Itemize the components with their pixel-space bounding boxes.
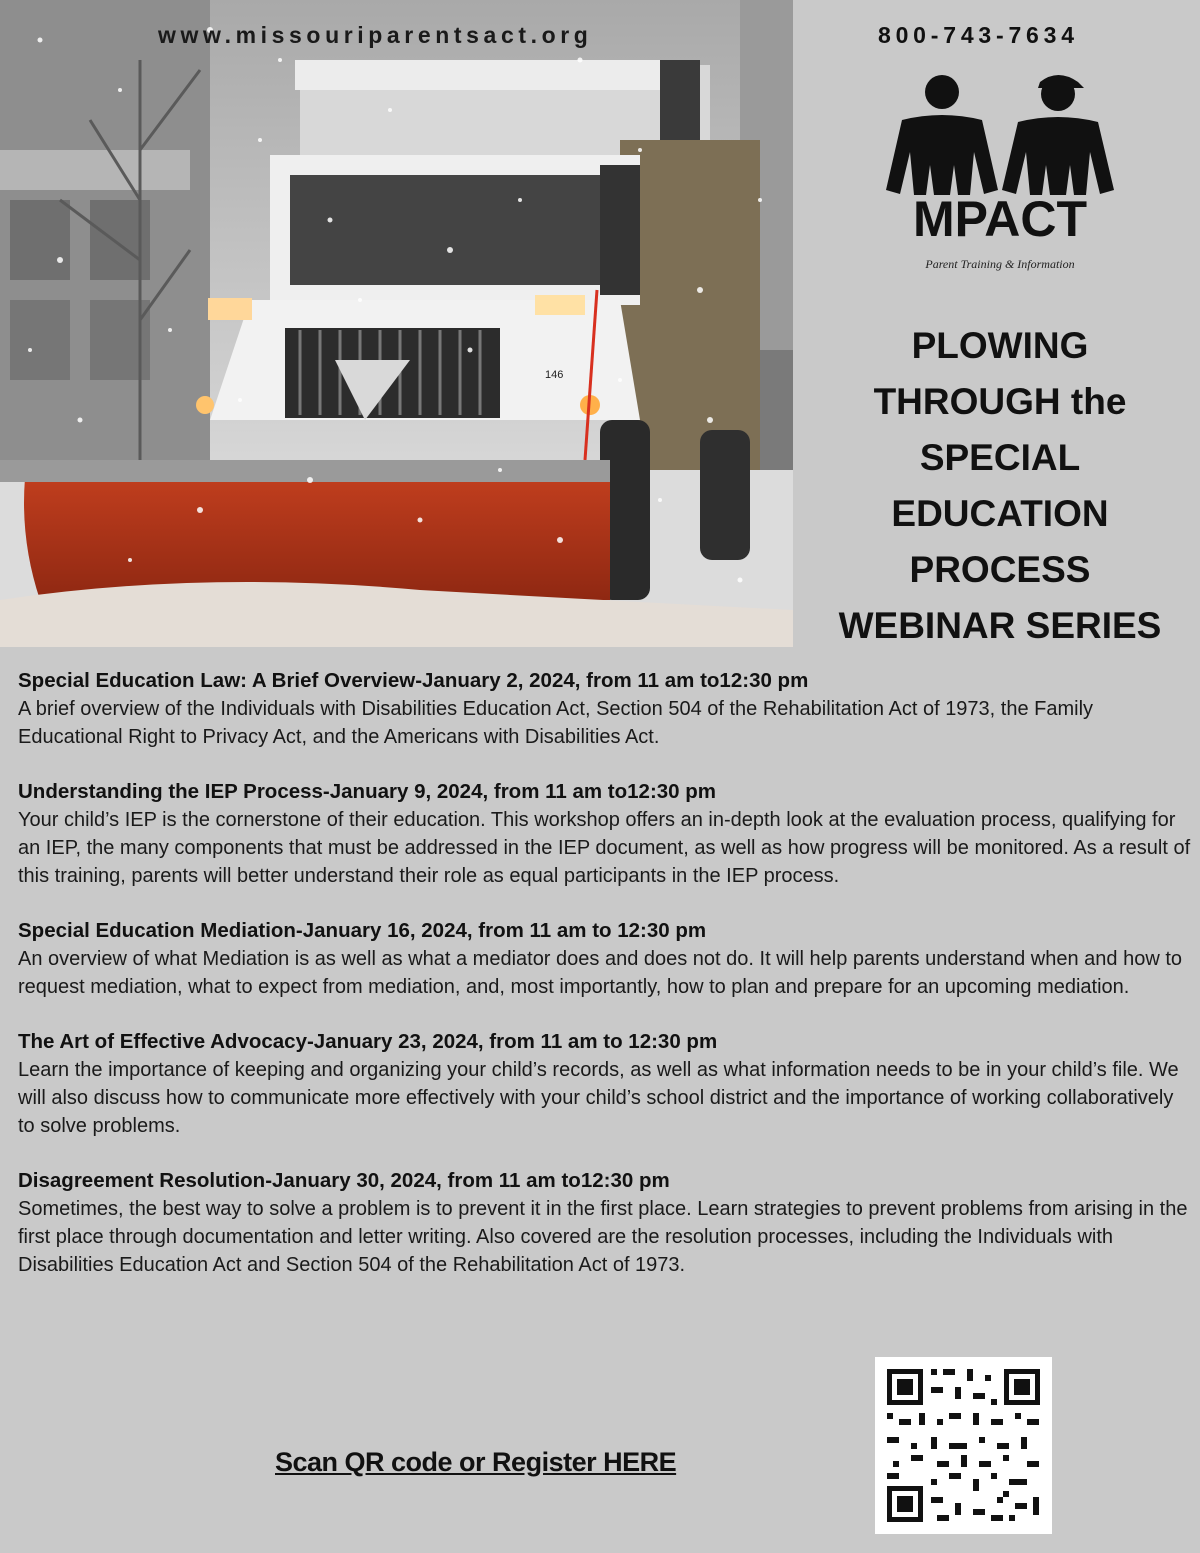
session-description: Learn the importance of keeping and organizing your child’s records, as well as what information needs to be in your child’s file. We will also discuss how to communicate more effectively with your child’s school district and the importance of working collaboratively to solve problems. [18, 1059, 1179, 1137]
session-heading: Special Education Law: A Brief Overview-January 2, 2024, from 11 am to12:30 pm [18, 669, 809, 692]
snow-plow-photo [0, 0, 793, 647]
title-line: PROCESS [909, 549, 1091, 590]
session-description: A brief overview of the Individuals with Disabilities Education Act, Section 504 of the Rehabilitation Act of 1973, the Family Educational Right to Privacy Act, and the Americans with Disabilities Act. [18, 698, 1094, 748]
webinar-series-title [800, 318, 1200, 654]
session-item [18, 1028, 1193, 1140]
session-heading: Special Education Mediation-January 16, 2024, from 11 am to 12:30 pm [18, 919, 707, 942]
phone-number[interactable]: 800-743-7634 [878, 22, 1079, 48]
title-line: PLOWING [911, 325, 1089, 366]
title-line: EDUCATION [891, 493, 1109, 534]
session-item [18, 1167, 1193, 1279]
truck-number: 146 [545, 369, 564, 381]
session-list [18, 667, 1193, 1306]
mpact-logo-icon [870, 70, 1130, 280]
session-heading: Disagreement Resolution-January 30, 2024, from 11 am to12:30 pm [18, 1169, 670, 1192]
register-link[interactable]: Scan QR code or Register HERE [275, 1447, 677, 1477]
session-item [18, 917, 1193, 1001]
website-url[interactable]: www.missouriparentsact.org [158, 22, 593, 48]
session-heading: The Art of Effective Advocacy-January 23, 2024, from 11 am to 12:30 pm [18, 1030, 718, 1053]
qr-code-icon[interactable] [875, 1357, 1052, 1534]
mpact-tagline: Parent Training & Information [925, 257, 1075, 271]
session-description: An overview of what Mediation is as well as what a mediator does and does not do. It will help parents understand when and how to request mediation, what to expect from mediation, and, most importantly, how to plan and prepare for an upcoming mediation. [18, 948, 1183, 998]
session-item [18, 667, 1193, 751]
title-line: WEBINAR SERIES [838, 605, 1162, 646]
title-line: THROUGH the [873, 381, 1127, 422]
session-item [18, 778, 1193, 890]
session-description: Your child’s IEP is the cornerstone of their education. This workshop offers an in-depth look at the evaluation process, qualifying for an IEP, the many components that must be addressed in the IEP document, as well as how progress will be monitored. As a result of this training, parents will better understand their role as equal participants in the IEP process. [18, 809, 1191, 887]
session-heading: Understanding the IEP Process-January 9, 2024, from 11 am to12:30 pm [18, 780, 717, 803]
session-description: Sometimes, the best way to solve a problem is to prevent it in the first place. Learn strategies to prevent problems from arising in the first place through documentation and letter writing. Also covered are the resolution processes, including the Individuals with Disabilities Education Act and Section 504 of the Rehabilitation Act of 1973. [18, 1198, 1188, 1276]
title-line: SPECIAL [919, 437, 1081, 478]
mpact-logo-text: MPACT [912, 191, 1088, 247]
